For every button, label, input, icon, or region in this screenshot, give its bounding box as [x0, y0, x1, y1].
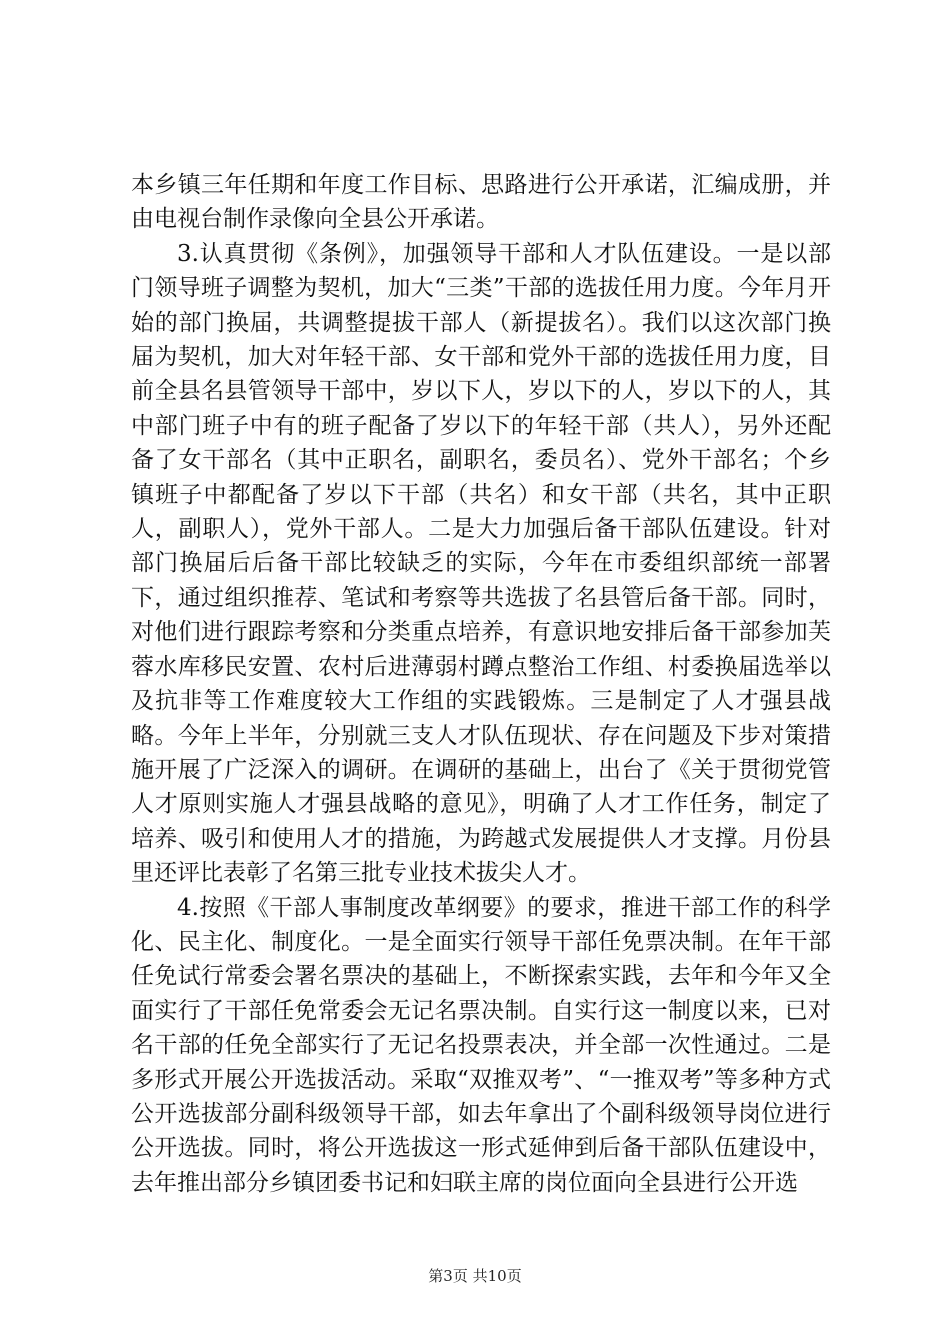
document-body [131, 168, 831, 1200]
paragraph-item-4: 4.按照《干部人事制度改革纲要》的要求，推进干部工作的科学化、民主化、制度化。一是全面实行领导干部任免票决制。在年干部任免试行常委会署名票决的基础上，不断探索实践，去年和今年又全面实行了干部任免常委会无记名票决制。自实行这一制度以来，已对名干部的任免全部实行了无记名投票表决，并全部一次性通过。二是多形式开展公开选拔活动。采取“双推双考”、“一推双考”等多种方式公开选拔部分副科级领导干部，如去年拿出了个副科级领导岗位进行公开选拔。同时，将公开选拔这一形式延伸到后备干部队伍建设中，去年推出部分乡镇团委书记和妇联主席的岗位面向全县进行公开选 [131, 894, 831, 1196]
paragraph-continuation: 本乡镇三年任期和年度工作目标、思路进行公开承诺，汇编成册，并由电视台制作录像向全县公开承诺。 [131, 172, 831, 233]
paragraph-item-3: 3.认真贯彻《条例》，加强领导干部和人才队伍建设。一是以部门领导班子调整为契机，加大“三类”干部的选拔任用力度。今年月开始的部门换届，共调整提拔干部人（新提拔名）。我们以这次部门换届为契机，加大对年轻干部、女干部和党外干部的选拔任用力度，目前全县名县管领导干部中，岁以下人，岁以下的人，岁以下的人，其中部门班子中有的班子配备了岁以下的年轻干部（共人），另外还配备了女干部名（其中正职名，副职名，委员名）、党外干部名；个乡镇班子中都配备了岁以下干部（共名）和女干部（共名，其中正职人，副职人），党外干部人。二是大力加强后备干部队伍建设。针对部门换届后后备干部比较缺乏的实际，今年在市委组织部统一部署下，通过组织推荐、笔试和考察等共选拔了名县管后备干部。同时，对他们进行跟踪考察和分类重点培养，有意识地安排后备干部参加芙蓉水库移民安置、农村后进薄弱村蹲点整治工作组、村委换届选举以及抗非等工作难度较大工作组的实践锻炼。三是制定了人才强县战略。今年上半年，分别就三支人才队伍现状、存在问题及下步对策措施开展了广泛深入的调研。在调研的基础上，出台了《关于贯彻党管人才原则实施人才强县战略的意见》，明确了人才工作任务，制定了培养、吸引和使用人才的措施，为跨越式发展提供人才支撑。月份县里还评比表彰了名第三批专业技术拔尖人才。 [131, 240, 831, 887]
page-number-label: 第3页 共10页 [428, 1267, 522, 1285]
page-footer [0, 1265, 950, 1286]
